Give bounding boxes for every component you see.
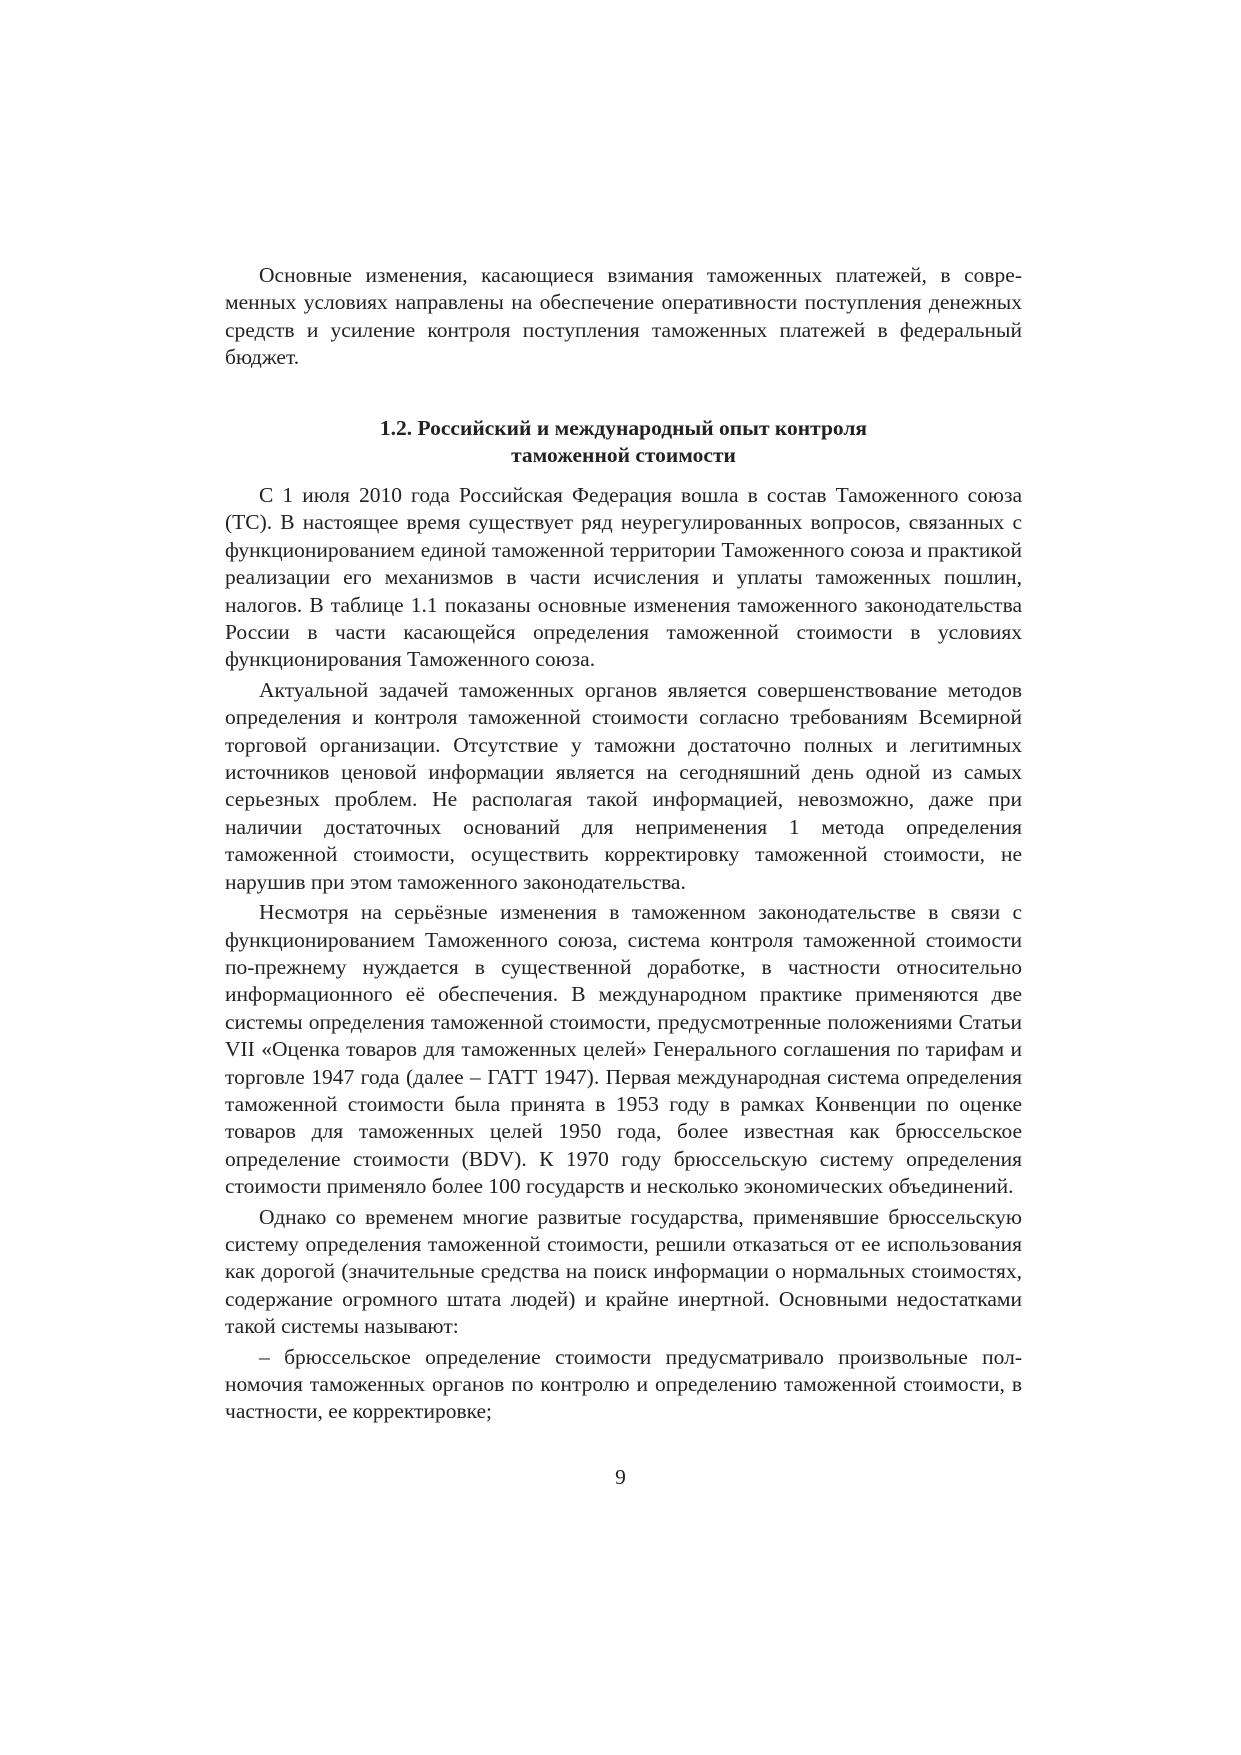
body-paragraph-2: Актуальной задачей таможенных органов является совершенствование методов определения и контроля таможенной стоимости согласно требованиям Всемирной торговой организации. Отсутствие у таможни достаточно полных и легитимных источников ценовой информации является на сегодняшний день одной из самых серьезных проблем. Не располагая такой информацией, невозможно, даже при наличии достаточных оснований для неприменения 1 метода определения таможенной стоимости, осуществить корректировку таможенной стоимости, не нарушив при этом таможенного законодательства. (225, 677, 1022, 894)
section-heading-line-2: таможенной стоимости (511, 443, 736, 468)
section-heading (225, 415, 1022, 470)
section-heading-line-1: 1.2. Российский и международный опыт контроля (379, 416, 868, 440)
body-paragraph-5: – брюссельское определение стоимости предусматривало произвольные полномочия таможенных органов по контролю и определению таможенной стоимости, в частности, ее корректировке; (225, 1344, 1022, 1424)
page-number: 9 (615, 1465, 626, 1489)
section-body (225, 482, 1022, 1426)
body-paragraph-4: Однако со временем многие развитые государства, применявшие брюссельскую систему определения таможенной стоимости, решили отказаться от ее использования как дорогой (значительные средства на поиск информации о нормальных стоимостях, содержание огромного штата людей) и крайне инертной. Основными недостатками такой системы называют: (225, 1204, 1022, 1339)
body-paragraph-3: Несмотря на серьёзные изменения в таможенном законодательстве в связи с функционированием Таможенного союза, система контроля таможенной стоимости по-прежнему нуждается в существенной доработке, в частности относительно информационного её обеспечения. В международном практике применяются две системы определения таможенной стоимости, предусмотренные положениями Статьи VII «Оценка товаров для таможенных целей» Генерального соглашения по тарифам и торговле 1947 года (далее – ГАТТ 1947). Первая международная система определения таможенной стоимости была принята в 1953 году в рамках Конвенции по оценке товаров для таможенных целей 1950 года, более известная как брюссельское определение стоимости (BDV). К 1970 году брюссельскую систему определения стоимости применяло более 100 государств и несколько экономических объединений. (225, 900, 1022, 1199)
intro-paragraph: Основные изменения, касающиеся взимания таможенных платежей, в современных условиях направлены на обеспечение оперативности поступления денежных средств и усиление контроля поступления таможенных платежей в федеральный бюджет. (225, 263, 1022, 370)
intro-block (225, 262, 1022, 372)
body-paragraph-1: С 1 июля 2010 года Российская Федерация вошла в состав Таможенного союза (ТС). В настоящее время существует ряд неурегулированных вопросов, связанных с функционированием единой таможенной территории Таможенного союза и практикой реализации его механизмов в части исчисления и уплаты таможенных пошлин, налогов. В таблице 1.1 показаны основные изменения таможенного законодательства России в части касающейся определения таможенной стоимости в условиях функционирования Таможенного союза. (225, 483, 1022, 672)
